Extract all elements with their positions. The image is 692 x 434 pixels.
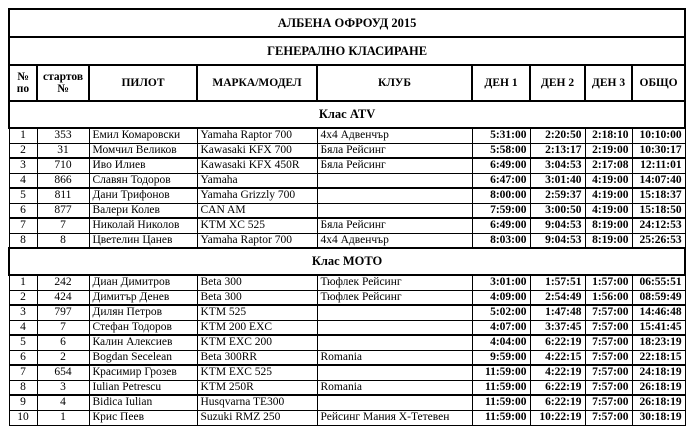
cell-start-number: 242	[37, 275, 89, 290]
cell-brand-model: Yamaha Grizzly 700	[197, 188, 317, 203]
cell-club: 4x4 Адвенчър	[317, 233, 472, 248]
cell-start-number: 4	[37, 395, 89, 410]
cell-club	[317, 188, 472, 203]
cell-day2-time: 4:22:19	[530, 365, 585, 380]
cell-day3-time: 1:56:00	[585, 290, 632, 305]
cell-club: Тюфлек Рейсинг	[317, 275, 472, 290]
cell-day2-time: 2:54:49	[530, 290, 585, 305]
cell-brand-model: Yamaha Raptor 700	[197, 233, 317, 248]
cell-position: 3	[9, 158, 37, 173]
cell-start-number: 654	[37, 365, 89, 380]
class-section-row	[9, 248, 685, 275]
cell-day2-time: 6:22:19	[530, 395, 585, 410]
cell-day2-time: 9:04:53	[530, 233, 585, 248]
cell-brand-model: Yamaha	[197, 173, 317, 188]
col-header-club: КЛУБ	[317, 65, 472, 101]
cell-day2-time: 3:37:45	[530, 320, 585, 335]
cell-brand-model: Kawasaki KFX 450R	[197, 158, 317, 173]
cell-day2-time: 2:13:17	[530, 143, 585, 158]
cell-day2-time: 4:22:15	[530, 350, 585, 365]
cell-day1-time: 11:59:00	[472, 395, 530, 410]
result-row	[9, 320, 685, 335]
cell-day1-time: 11:59:00	[472, 410, 530, 425]
cell-day1-time: 5:58:00	[472, 143, 530, 158]
cell-start-number: 8	[37, 233, 89, 248]
cell-pilot: Дани Трифонов	[89, 188, 197, 203]
cell-total-time: 14:46:48	[632, 305, 685, 320]
cell-day3-time: 7:57:00	[585, 410, 632, 425]
subtitle-row	[9, 37, 685, 65]
cell-total-time: 26:18:19	[632, 395, 685, 410]
cell-position: 4	[9, 173, 37, 188]
cell-club	[317, 320, 472, 335]
cell-club: Romania	[317, 380, 472, 395]
cell-brand-model: KTM 525	[197, 305, 317, 320]
cell-pilot: Момчил Великов	[89, 143, 197, 158]
cell-total-time: 15:18:50	[632, 203, 685, 218]
cell-day3-time: 4:19:00	[585, 203, 632, 218]
cell-start-number: 7	[37, 218, 89, 233]
cell-club: Бяла Рейсинг	[317, 158, 472, 173]
results-table	[8, 8, 686, 426]
cell-start-number: 353	[37, 128, 89, 143]
cell-day3-time: 2:18:10	[585, 128, 632, 143]
result-row	[9, 305, 685, 320]
cell-day1-time: 8:00:00	[472, 188, 530, 203]
cell-total-time: 12:11:01	[632, 158, 685, 173]
cell-day2-time: 6:22:19	[530, 380, 585, 395]
cell-brand-model: Kawasaki KFX 700	[197, 143, 317, 158]
cell-total-time: 10:30:17	[632, 143, 685, 158]
cell-total-time: 15:41:45	[632, 320, 685, 335]
cell-club: Тюфлек Рейсинг	[317, 290, 472, 305]
cell-position: 6	[9, 203, 37, 218]
cell-start-number: 31	[37, 143, 89, 158]
result-row	[9, 335, 685, 350]
class-section-row	[9, 101, 685, 128]
cell-total-time: 25:26:53	[632, 233, 685, 248]
cell-total-time: 06:55:51	[632, 275, 685, 290]
cell-start-number: 1	[37, 410, 89, 425]
cell-club: Рейсинг Мания Х-Тетевен	[317, 410, 472, 425]
cell-position: 1	[9, 275, 37, 290]
result-row	[9, 218, 685, 233]
cell-club	[317, 203, 472, 218]
cell-start-number: 710	[37, 158, 89, 173]
result-row	[9, 380, 685, 395]
col-header-start-number: стартов №	[37, 65, 89, 101]
cell-day1-time: 6:49:00	[472, 218, 530, 233]
cell-day1-time: 3:01:00	[472, 275, 530, 290]
cell-brand-model: Husqvarna TE300	[197, 395, 317, 410]
col-header-brand-model: МАРКА/МОДЕЛ	[197, 65, 317, 101]
cell-total-time: 18:23:19	[632, 335, 685, 350]
cell-brand-model: KTM 200 EXC	[197, 320, 317, 335]
cell-pilot: Диан Димитров	[89, 275, 197, 290]
cell-day2-time: 1:47:48	[530, 305, 585, 320]
cell-pilot: Стефан Тодоров	[89, 320, 197, 335]
cell-day3-time: 2:17:08	[585, 158, 632, 173]
column-header-row	[9, 65, 685, 101]
cell-start-number: 866	[37, 173, 89, 188]
cell-day3-time: 7:57:00	[585, 365, 632, 380]
cell-day1-time: 6:49:00	[472, 158, 530, 173]
cell-brand-model: Beta 300	[197, 275, 317, 290]
result-row	[9, 275, 685, 290]
cell-position: 5	[9, 335, 37, 350]
cell-day3-time: 7:57:00	[585, 335, 632, 350]
cell-start-number: 7	[37, 320, 89, 335]
result-row	[9, 128, 685, 143]
cell-day1-time: 7:59:00	[472, 203, 530, 218]
cell-pilot: Славян Тодоров	[89, 173, 197, 188]
cell-total-time: 15:18:37	[632, 188, 685, 203]
cell-pilot: Емил Комаровски	[89, 128, 197, 143]
cell-brand-model: KTM 250R	[197, 380, 317, 395]
cell-start-number: 3	[37, 380, 89, 395]
cell-start-number: 811	[37, 188, 89, 203]
cell-brand-model: Suzuki RMZ 250	[197, 410, 317, 425]
cell-pilot: Bidica Iulian	[89, 395, 197, 410]
cell-day2-time: 2:20:50	[530, 128, 585, 143]
cell-day3-time: 7:57:00	[585, 395, 632, 410]
cell-club	[317, 305, 472, 320]
cell-day2-time: 10:22:19	[530, 410, 585, 425]
cell-day3-time: 7:57:00	[585, 305, 632, 320]
cell-day1-time: 5:02:00	[472, 305, 530, 320]
cell-day1-time: 4:09:00	[472, 290, 530, 305]
cell-club: Бяла Рейсинг	[317, 143, 472, 158]
cell-position: 5	[9, 188, 37, 203]
cell-total-time: 24:18:19	[632, 365, 685, 380]
result-row	[9, 203, 685, 218]
cell-day3-time: 4:19:00	[585, 188, 632, 203]
col-header-day2: ДЕН 2	[530, 65, 585, 101]
cell-brand-model: KTM EXC 200	[197, 335, 317, 350]
cell-club: Бяла Рейсинг	[317, 218, 472, 233]
cell-day3-time: 2:19:00	[585, 143, 632, 158]
cell-club	[317, 335, 472, 350]
cell-day2-time: 3:04:53	[530, 158, 585, 173]
cell-brand-model: KTM EXC 525	[197, 365, 317, 380]
cell-total-time: 14:07:40	[632, 173, 685, 188]
cell-brand-model: Yamaha Raptor 700	[197, 128, 317, 143]
class-section-title: Клас ATV	[9, 101, 685, 128]
cell-position: 2	[9, 143, 37, 158]
cell-club	[317, 365, 472, 380]
classification-subtitle: ГЕНЕРАЛНО КЛАСИРАНЕ	[9, 37, 685, 65]
result-row	[9, 395, 685, 410]
result-row	[9, 350, 685, 365]
cell-position: 6	[9, 350, 37, 365]
result-row	[9, 158, 685, 173]
cell-day1-time: 11:59:00	[472, 365, 530, 380]
cell-brand-model: CAN AM	[197, 203, 317, 218]
cell-position: 10	[9, 410, 37, 425]
result-row	[9, 173, 685, 188]
cell-position: 7	[9, 218, 37, 233]
cell-day2-time: 1:57:51	[530, 275, 585, 290]
cell-position: 2	[9, 290, 37, 305]
cell-brand-model: Beta 300	[197, 290, 317, 305]
cell-club	[317, 395, 472, 410]
cell-position: 9	[9, 395, 37, 410]
cell-total-time: 26:18:19	[632, 380, 685, 395]
cell-brand-model: Beta 300RR	[197, 350, 317, 365]
result-row	[9, 188, 685, 203]
cell-day1-time: 4:07:00	[472, 320, 530, 335]
cell-day2-time: 3:01:40	[530, 173, 585, 188]
cell-position: 7	[9, 365, 37, 380]
cell-position: 8	[9, 380, 37, 395]
cell-pilot: Bogdan Secelean	[89, 350, 197, 365]
cell-total-time: 24:12:53	[632, 218, 685, 233]
cell-day3-time: 7:57:00	[585, 320, 632, 335]
cell-start-number: 6	[37, 335, 89, 350]
cell-day3-time: 7:57:00	[585, 350, 632, 365]
cell-pilot: Дилян Петров	[89, 305, 197, 320]
cell-day2-time: 2:59:37	[530, 188, 585, 203]
cell-day1-time: 4:04:00	[472, 335, 530, 350]
cell-brand-model: KTM XC 525	[197, 218, 317, 233]
cell-start-number: 2	[37, 350, 89, 365]
result-row	[9, 410, 685, 425]
cell-position: 3	[9, 305, 37, 320]
cell-pilot: Iulian Petrescu	[89, 380, 197, 395]
event-title: АЛБЕНА ОФРОУД 2015	[9, 9, 685, 37]
cell-pilot: Валери Колев	[89, 203, 197, 218]
cell-day1-time: 9:59:00	[472, 350, 530, 365]
cell-total-time: 08:59:49	[632, 290, 685, 305]
col-header-pilot: ПИЛОТ	[89, 65, 197, 101]
cell-day3-time: 8:19:00	[585, 218, 632, 233]
cell-pilot: Красимир Грозев	[89, 365, 197, 380]
cell-day1-time: 5:31:00	[472, 128, 530, 143]
cell-club: Romania	[317, 350, 472, 365]
cell-day2-time: 3:00:50	[530, 203, 585, 218]
cell-position: 8	[9, 233, 37, 248]
cell-pilot: Крис Пеев	[89, 410, 197, 425]
result-row	[9, 233, 685, 248]
cell-day1-time: 8:03:00	[472, 233, 530, 248]
cell-day3-time: 7:57:00	[585, 380, 632, 395]
cell-pilot: Калин Алексиев	[89, 335, 197, 350]
result-row	[9, 143, 685, 158]
cell-club	[317, 173, 472, 188]
cell-position: 4	[9, 320, 37, 335]
cell-start-number: 424	[37, 290, 89, 305]
cell-pilot: Иво Илиев	[89, 158, 197, 173]
cell-total-time: 30:18:19	[632, 410, 685, 425]
title-row	[9, 9, 685, 37]
cell-day3-time: 8:19:00	[585, 233, 632, 248]
cell-day1-time: 11:59:00	[472, 380, 530, 395]
col-header-day3: ДЕН 3	[585, 65, 632, 101]
cell-pilot: Димитър Денев	[89, 290, 197, 305]
cell-day3-time: 4:19:00	[585, 173, 632, 188]
result-row	[9, 290, 685, 305]
cell-pilot: Цветелин Цанев	[89, 233, 197, 248]
class-section-title: Клас МОТО	[9, 248, 685, 275]
cell-start-number: 797	[37, 305, 89, 320]
cell-total-time: 22:18:15	[632, 350, 685, 365]
cell-total-time: 10:10:00	[632, 128, 685, 143]
cell-day1-time: 6:47:00	[472, 173, 530, 188]
cell-club: 4x4 Адвенчър	[317, 128, 472, 143]
cell-day2-time: 6:22:19	[530, 335, 585, 350]
cell-pilot: Николай Николов	[89, 218, 197, 233]
col-header-position: № по	[9, 65, 37, 101]
result-row	[9, 365, 685, 380]
cell-day2-time: 9:04:53	[530, 218, 585, 233]
cell-day3-time: 1:57:00	[585, 275, 632, 290]
col-header-total: ОБЩО	[632, 65, 685, 101]
col-header-day1: ДЕН 1	[472, 65, 530, 101]
cell-position: 1	[9, 128, 37, 143]
cell-start-number: 877	[37, 203, 89, 218]
